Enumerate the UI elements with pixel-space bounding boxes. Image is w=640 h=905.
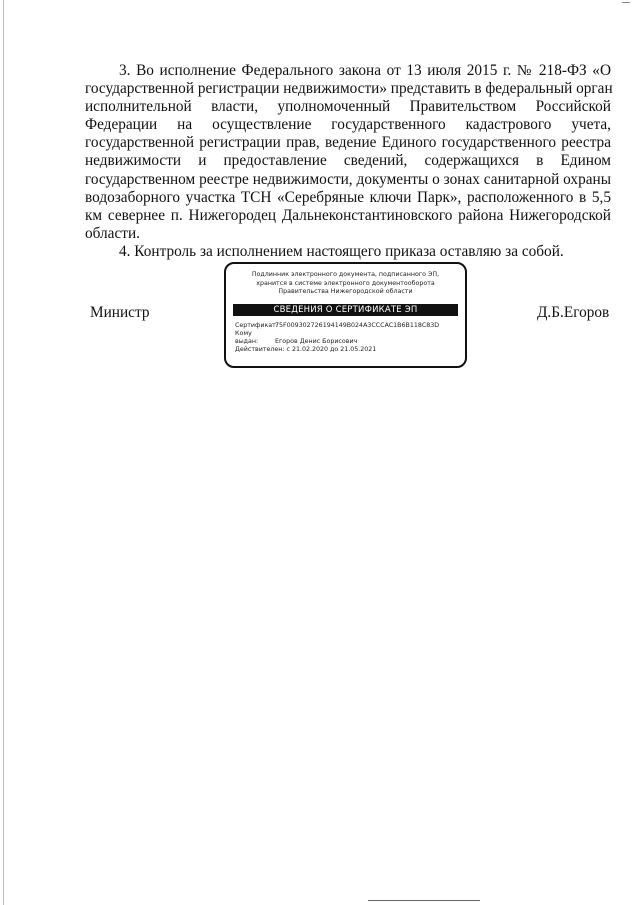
paragraph-3-line: области. — [85, 224, 140, 242]
scan-mark — [622, 2, 630, 3]
issued-to-label: Кому выдан: — [235, 329, 259, 345]
footer-rule — [368, 900, 480, 901]
paragraph-3-line: 3. Во исполнение Федерального закона от 13 июля 2015 г. № 218-ФЗ «О — [119, 62, 611, 79]
paragraph-3-line: исполнительной власти, уполномоченный Правительством Российской — [85, 98, 611, 116]
issued-to-value: Егоров Денис Борисович — [275, 337, 358, 345]
paragraph-3-line: государственной регистрации прав, ведение Единого государственного реестра — [85, 134, 611, 152]
paragraph-3-line: водозаборного участка ТСН «Серебряные ключи Парк», расположенного в 5,5 — [85, 188, 611, 206]
scan-edge — [3, 0, 4, 905]
stamp-details — [226, 322, 465, 355]
stamp-header — [226, 271, 465, 297]
paragraph-3-line: Федерации на осуществление государственного кадастрового учета, — [85, 116, 611, 134]
document-body — [85, 62, 611, 261]
certificate-label: Сертификат: — [235, 321, 278, 329]
stamp-header-line: Подлинник электронного документа, подписанного ЭП, — [251, 271, 440, 278]
paragraph-3-line: государственном реестре недвижимости, документы о зонах санитарной охраны — [85, 170, 611, 188]
validity-row — [235, 346, 465, 354]
validity-value: с 21.02.2020 до 21.05.2021 — [286, 346, 377, 354]
signatory-role: Министр — [90, 304, 150, 321]
stamp-header-line: хранится в системе электронного документооборота — [256, 279, 435, 287]
paragraph-3-line: государственной регистрации недвижимости» представить в федеральный орган — [85, 80, 613, 98]
issued-to-row — [235, 330, 465, 346]
paragraph-3-line: недвижимости и предоставление сведений, содержащихся в Едином — [85, 152, 611, 170]
certificate-value: 75F009302726194149B024A3CCCAC1B6B118C83D — [275, 321, 440, 329]
signatory-name: Д.Б.Егоров — [537, 304, 610, 321]
paragraph-3-line: км севернее п. Нижегородец Дальнеконстантиновского района Нижегородской — [85, 206, 611, 224]
stamp-title: СВЕДЕНИЯ О СЕРТИФИКАТЕ ЭП — [233, 304, 458, 316]
certificate-row — [235, 322, 465, 330]
validity-label: Действителен: — [235, 346, 285, 354]
electronic-signature-stamp — [224, 262, 467, 368]
paragraph-4: 4. Контроль за исполнением настоящего приказа оставляю за собой. — [119, 242, 564, 260]
stamp-header-line: Правительства Нижегородской области — [278, 288, 413, 295]
